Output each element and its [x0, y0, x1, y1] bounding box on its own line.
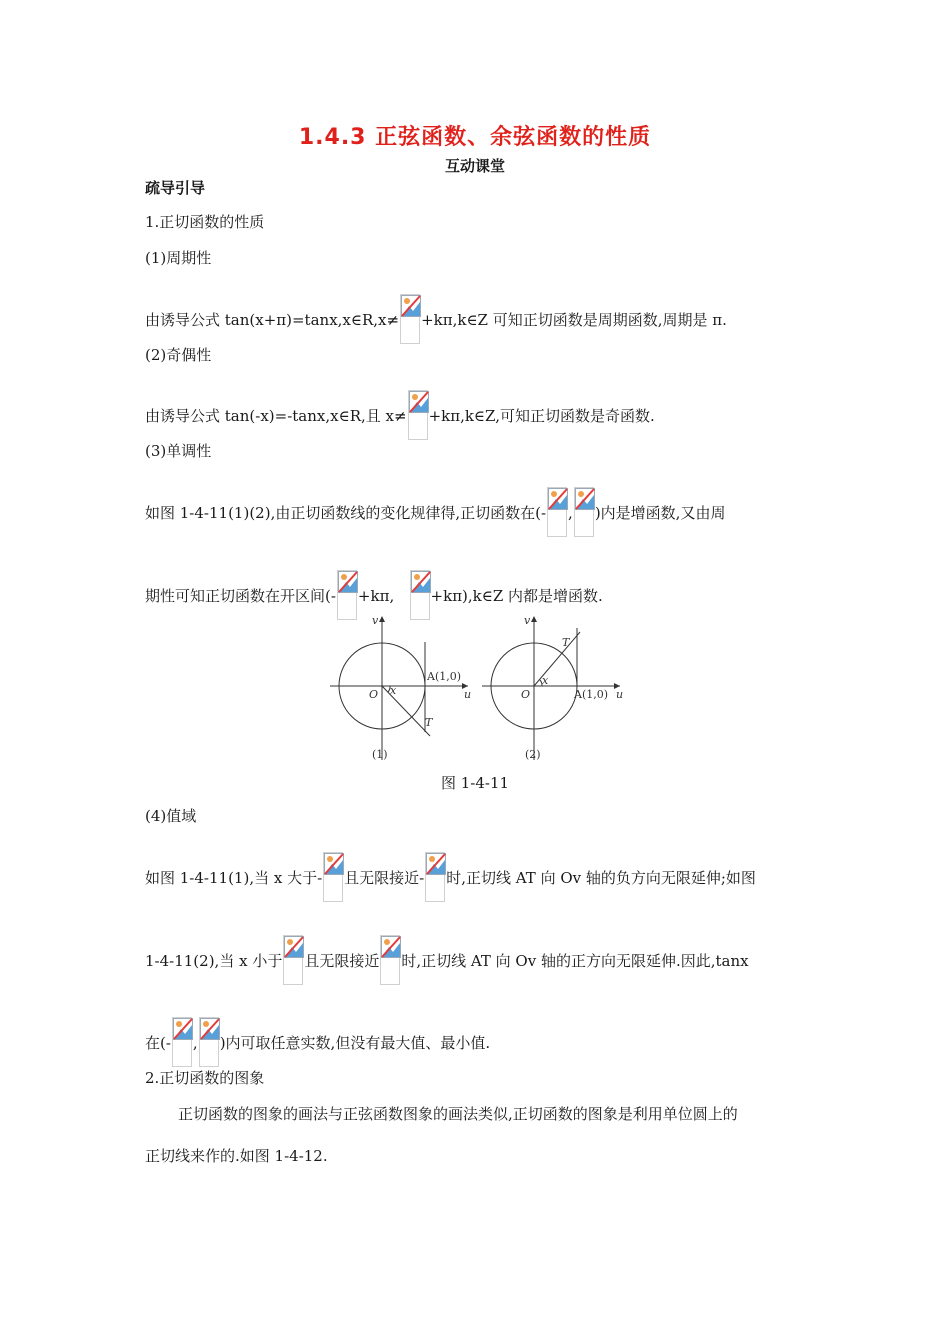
text-segment: 1-4-11(2),当 x 小于: [145, 952, 283, 970]
broken-image-icon: [283, 935, 303, 985]
label-u: u: [616, 688, 624, 701]
label-origin: O: [369, 688, 379, 701]
text-segment: )内是增函数,又由周: [594, 504, 726, 522]
heading-tangent-properties: 1.正切函数的性质: [145, 213, 265, 231]
page-title: 1.4.3 正弦函数、余弦函数的性质: [298, 125, 652, 150]
text-segment: 由诱导公式 tan(x+π)=tanx,x∈R,x≠: [145, 311, 400, 329]
text-segment: ,: [568, 504, 573, 522]
label-x: x: [542, 674, 549, 687]
heading-tangent-graph: 2.正切函数的图象: [145, 1069, 265, 1087]
graph-text-1: 正切函数的图象的画法与正弦函数图象的画法类似,正切函数的图象是利用单位圆上的: [178, 1105, 738, 1123]
heading-range: (4)值域: [145, 807, 197, 825]
range-text-1: [145, 854, 756, 904]
label-origin: O: [521, 688, 531, 701]
label-figure-2: (2): [525, 748, 541, 761]
text-segment: +kπ,k∈Z 可知正切函数是周期函数,周期是 π.: [421, 311, 727, 329]
text-segment: 且无限接近-: [344, 869, 425, 887]
broken-image-icon: [400, 294, 420, 344]
terminal-ray: [534, 632, 580, 686]
text-segment: 在(-: [145, 1034, 171, 1052]
figure-caption: 图 1-4-11: [440, 774, 510, 792]
text-segment: 期性可知正切函数在开区间(-: [145, 587, 336, 605]
range-text-2: [145, 937, 749, 987]
broken-image-icon: [380, 935, 400, 985]
text-segment: 时,正切线 AT 向 Ov 轴的正方向无限延伸.因此,tanx: [401, 952, 749, 970]
text-segment: 如图 1-4-11(1)(2),由正切函数线的变化规律得,正切函数在(-: [145, 504, 547, 522]
label-t: T: [562, 636, 570, 649]
heading-periodicity: (1)周期性: [145, 249, 212, 267]
label-x: x: [390, 684, 397, 697]
graph-text-2: 正切线来作的.如图 1-4-12.: [145, 1147, 328, 1165]
heading-monotonicity: (3)单调性: [145, 442, 212, 460]
page-subtitle: 互动课堂: [444, 157, 505, 175]
label-t: T: [425, 716, 433, 729]
text-segment: 由诱导公式 tan(-x)=-tanx,x∈R,且 x≠: [145, 407, 407, 425]
broken-image-icon: [323, 852, 343, 902]
broken-image-icon: [574, 487, 594, 537]
parity-text: [145, 392, 655, 442]
section-heading: 疏导引导: [145, 179, 206, 197]
unit-circle-figure: [326, 612, 636, 762]
broken-image-icon: [172, 1017, 192, 1067]
v-axis-arrow-icon: [531, 616, 537, 622]
periodicity-text: [145, 296, 727, 346]
text-segment: ,: [192, 1034, 198, 1052]
text-segment: )内可取任意实数,但没有最大值、最小值.: [219, 1034, 491, 1052]
label-v: v: [372, 614, 379, 627]
monotonicity-text-1: [145, 489, 725, 539]
range-text-3: [145, 1019, 490, 1069]
label-point-a: A(1,0): [574, 688, 609, 701]
label-figure-1: (1): [372, 748, 388, 761]
v-axis-arrow-icon: [379, 616, 385, 622]
broken-image-icon: [199, 1017, 219, 1067]
heading-parity: (2)奇偶性: [145, 346, 212, 364]
text-segment: 时,正切线 AT 向 Ov 轴的负方向无限延伸;如图: [446, 869, 756, 887]
text-segment: +kπ,: [357, 587, 395, 605]
label-point-a: A(1,0): [427, 670, 462, 683]
label-u: u: [464, 688, 472, 701]
label-v: v: [524, 614, 531, 627]
broken-image-icon: [547, 487, 567, 537]
text-segment: +kπ,k∈Z,可知正切函数是奇函数.: [428, 407, 655, 425]
text-segment: +kπ),k∈Z 内都是增函数.: [430, 587, 603, 605]
text-segment: 如图 1-4-11(1),当 x 大于-: [145, 869, 323, 887]
broken-image-icon: [408, 390, 428, 440]
text-segment: 且无限接近: [304, 952, 380, 970]
broken-image-icon: [425, 852, 445, 902]
figure-1: [330, 616, 468, 760]
